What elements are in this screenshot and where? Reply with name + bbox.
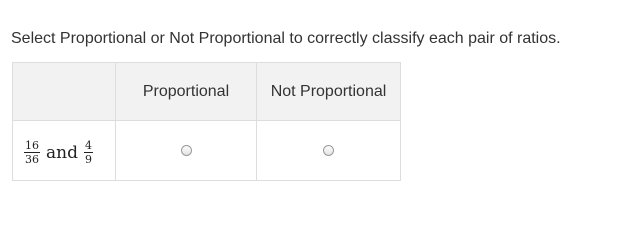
fraction-first-numerator: 16 bbox=[25, 139, 39, 152]
column-header-not-proportional: Not Proportional bbox=[257, 63, 401, 121]
not-proportional-cell[interactable] bbox=[257, 121, 401, 181]
not-proportional-radio[interactable] bbox=[323, 145, 334, 156]
ratio-connector: and bbox=[46, 142, 78, 163]
table-header-row bbox=[13, 63, 401, 121]
proportional-radio[interactable] bbox=[181, 145, 192, 156]
ratio-pair-label bbox=[13, 121, 116, 181]
ratio-pair-expression bbox=[24, 140, 93, 165]
fraction-second-numerator: 4 bbox=[84, 139, 92, 152]
fraction-second bbox=[84, 140, 93, 165]
table-row bbox=[13, 121, 401, 181]
header-corner-cell bbox=[13, 63, 116, 121]
question-prompt: Select Proportional or Not Proportional to correctly classify each pair of ratios. bbox=[11, 30, 561, 47]
classification-table bbox=[12, 62, 401, 181]
fraction-first bbox=[24, 140, 40, 165]
proportional-cell[interactable] bbox=[116, 121, 257, 181]
column-header-proportional: Proportional bbox=[116, 63, 257, 121]
fraction-first-denominator: 36 bbox=[25, 153, 39, 166]
fraction-second-denominator: 9 bbox=[84, 153, 92, 166]
